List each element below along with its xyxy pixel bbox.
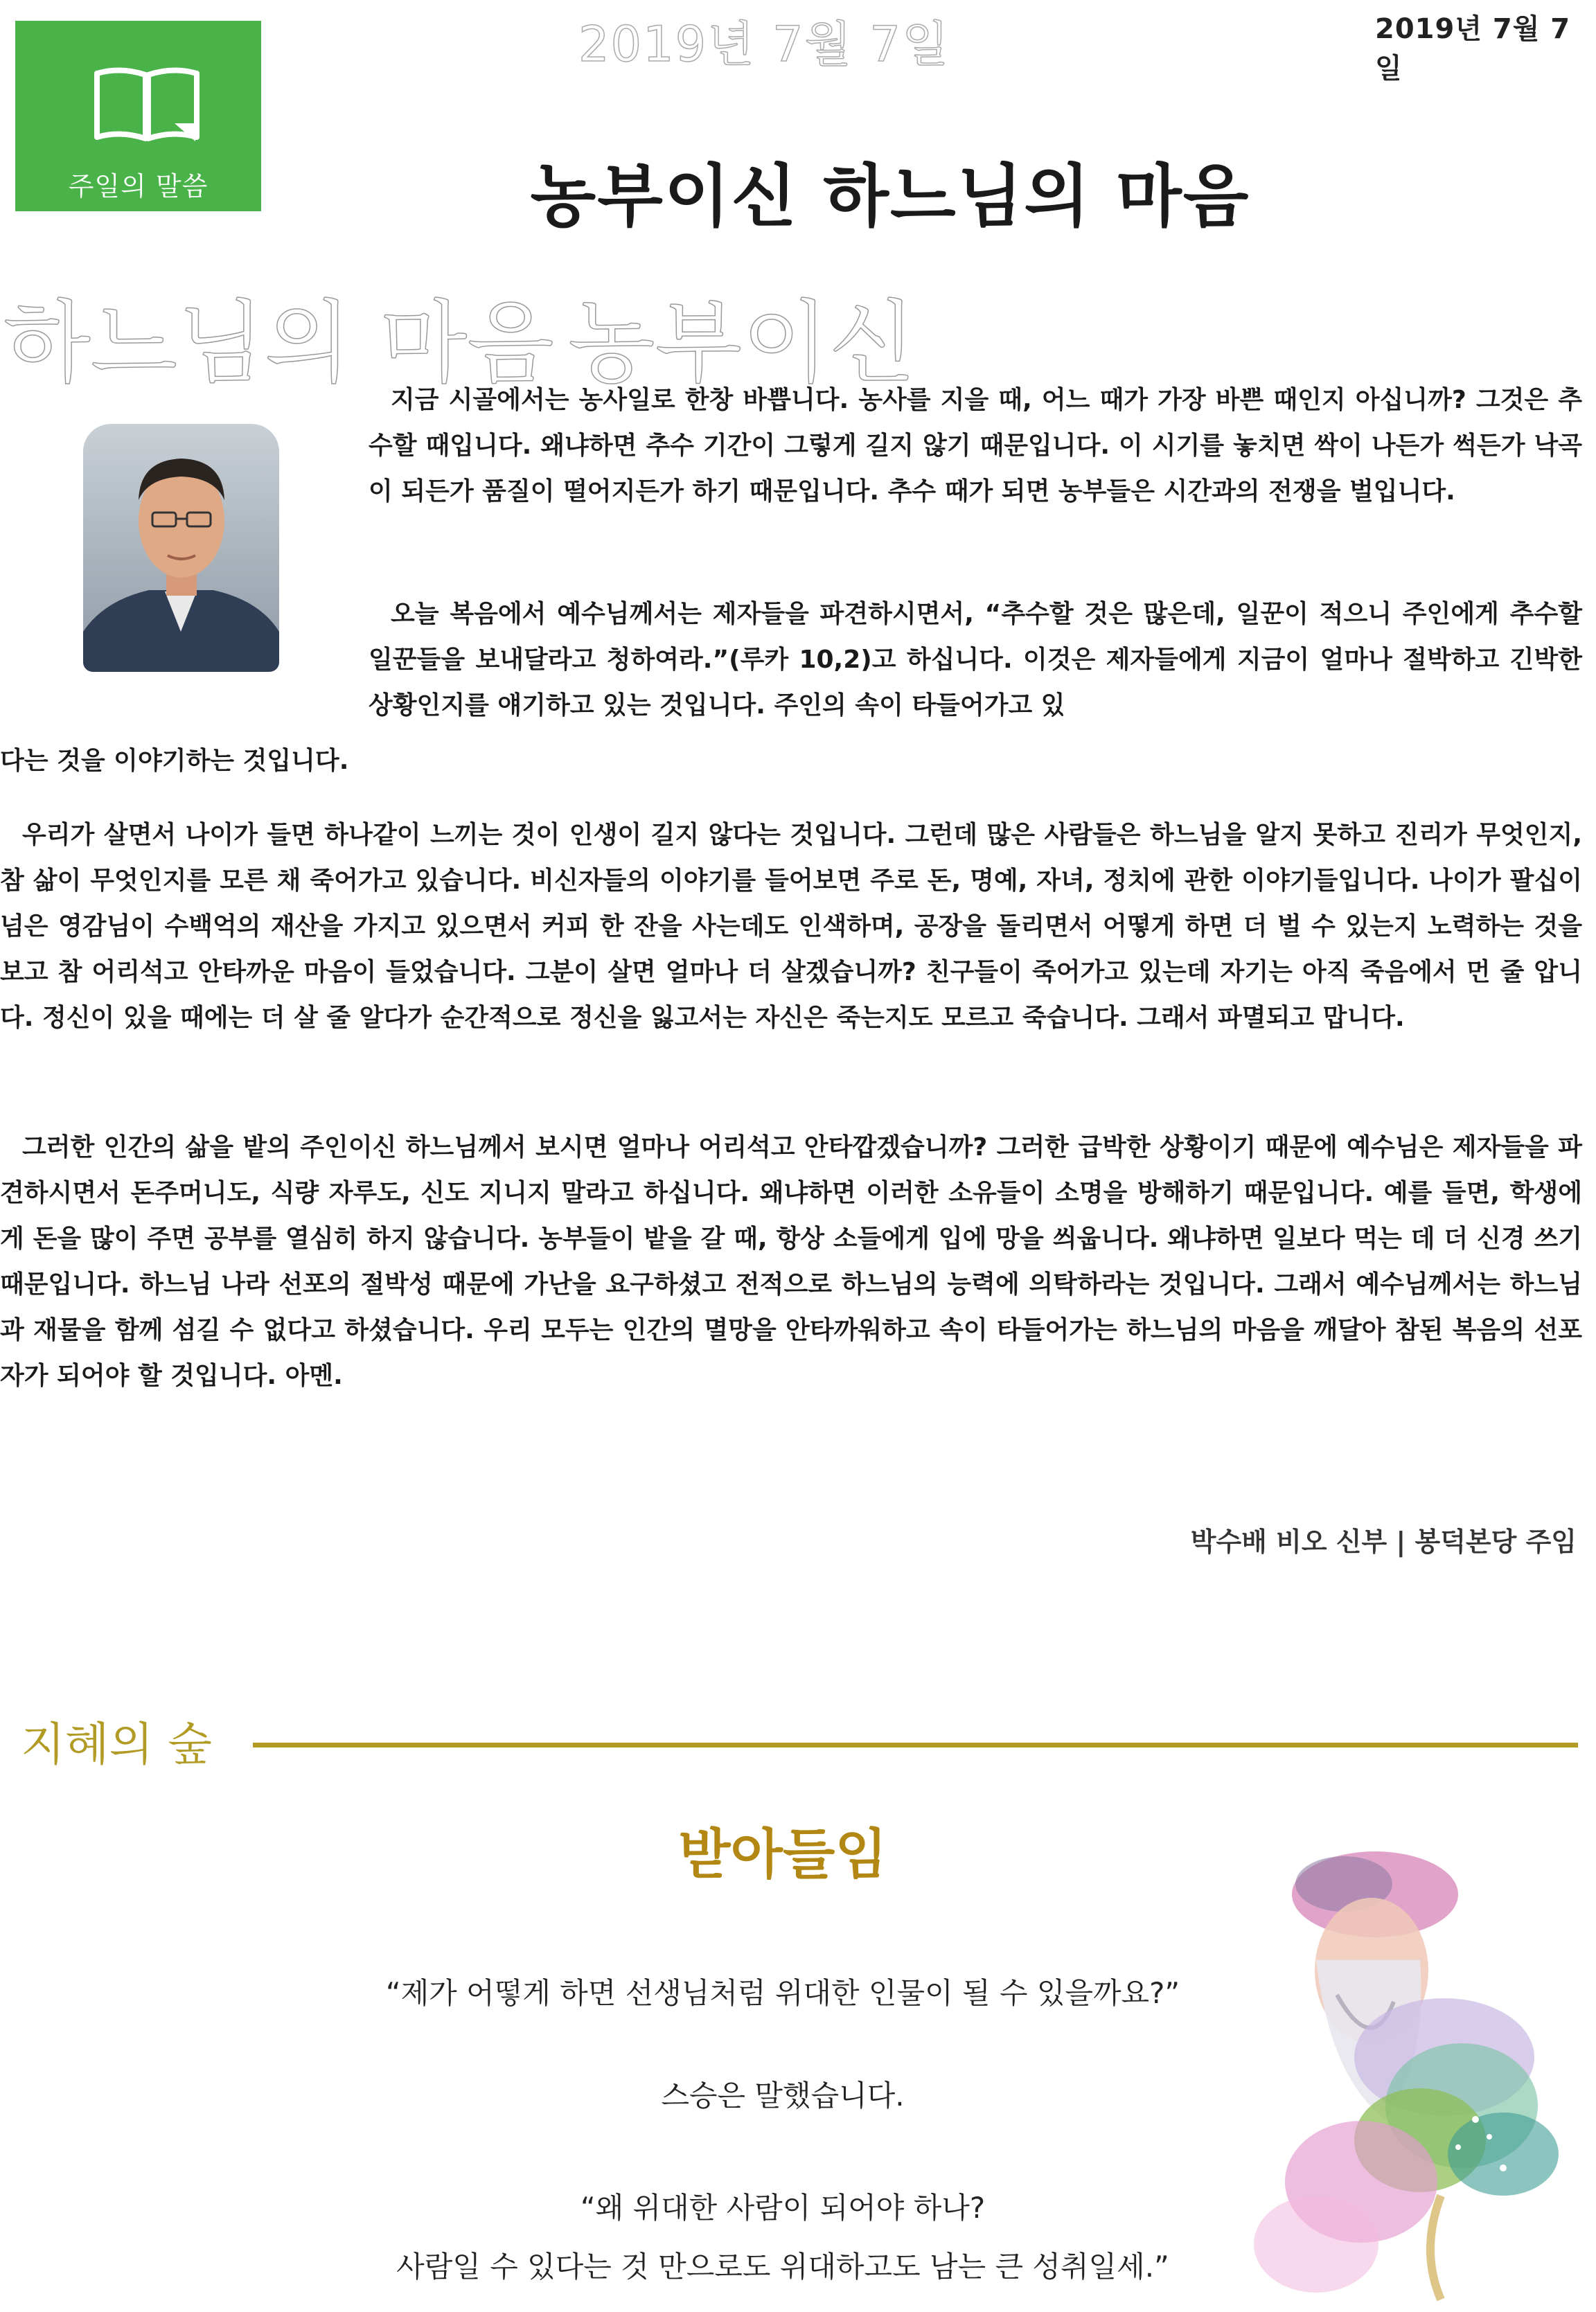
article-paragraph-3: 우리가 살면서 나이가 들면 하나같이 느끼는 것이 인생이 길지 않다는 것입니다. 그런데 많은 사람들은 하느님을 알지 못하고 진리가 무엇인지, 참 삶이 무엇인지를 모른 채 죽어가고 있습니다. 비신자들의 이야기를 들어보면 주로 돈, 명예, 자녀, 정치에 관한 이야기들입니다. 나이가 팔십이 넘은 영감님이 수백억의 재산을 가지고 있으면서 커피 한 잔을 사는데도 인색하며, 공장을 돌리면서 어떻게 하면 더 벌 수 있는지 노력하는 것을 보고 참 어리석고 안타까운 마음이 들었습니다. 그분이 살면 얼마나 더 살겠습니까? 친구들이 죽어가고 있는데 자기는 아직 죽음에서 먼 줄 압니다. 정신이 있을 때에는 더 살 줄 알다가 순간적으로 정신을 잃고서는 자신은 죽는지도 모르고 죽습니다. 그래서 파멸되고 맙니다.	[0, 821, 1582, 1032]
section-header: 지혜의 숲	[21, 1718, 213, 1771]
article-paragraph-4: 그러한 인간의 삶을 밭의 주인이신 하느님께서 보시면 얼마나 어리석고 안타깝겠습니까? 그러한 급박한 상황이기 때문에 예수님은 제자들을 파견하시면서 돈주머니도, 식량 자루도, 신도 지니지 말라고 하십니다. 왜냐하면 이러한 소유들이 소명을 방해하기 때문입니다. 예를 들면, 학생에게 돈을 많이 주면 공부를 열심히 하지 않습니다. 농부들이 밭을 갈 때, 항상 소들에게 입에 망을 씌웁니다. 왜냐하면 일보다 먹는 데 더 신경 쓰기 때문입니다. 하느님 나라 선포의 절박성 때문에 가난을 요구하셨고 전적으로 하느님의 능력에 의탁하라는 것입니다. 그래서 예수님께서는 하느님과 재물을 함께 섬길 수 없다고 하셨습니다. 우리 모두는 인간의 멸망을 안타까워하고 속이 타들어가는 하느님의 마음을 깨달아 참된 복음의 선포자가 되어야 할 것입니다. 아멘.	[0, 1133, 1582, 1390]
article-paragraph-1: 지금 시골에서는 농사일로 한창 바쁩니다. 농사를 지을 때, 어느 때가 가장 바쁜 때인지 아십니까? 그것은 추수할 때입니다. 왜냐하면 추수 기간이 그렇게 길지 않기 때문입니다. 이 시기를 놓치면 싹이 나든가 썩든가 낙곡이 되든가 품질이 떨어지든가 하기 때문입니다. 추수 때가 되면 농부들은 시간과의 전쟁을 벌입니다.	[369, 386, 1582, 506]
issue-date: 2019년 7월 7일	[1375, 13, 1571, 85]
badge-label: 주일의 말씀	[68, 171, 209, 202]
article-paragraph-2-tail: 다는 것을 이야기하는 것입니다.	[0, 747, 349, 775]
poem-title: 받아들임	[678, 1824, 887, 1886]
poem-line: 사람일 수 있다는 것 만으로도 위대하고도 남는 큰 성취일세.”	[396, 2250, 1169, 2284]
ghost-date-watermark: 2019년 7월 7일	[578, 16, 950, 73]
poem-line: 스승은 말했습니다.	[661, 2079, 905, 2113]
author-signature: 박수배 비오 신부 | 봉덕본당 주임	[1190, 1527, 1577, 1557]
section-divider	[253, 1743, 1578, 1748]
sage-watercolor-illustration	[1212, 1829, 1579, 2306]
open-book-icon	[91, 64, 202, 145]
poem-line: “제가 어떻게 하면 선생님처럼 위대한 인물이 될 수 있을까요?”	[385, 1976, 1180, 2010]
author-photo	[83, 424, 279, 672]
ghost-text-left: 하느님의 마음	[3, 290, 554, 395]
ghost-text-right: 농부이신	[568, 290, 916, 395]
poem-line: “왜 위대한 사람이 되어야 하나?	[580, 2191, 986, 2225]
page-title: 농부이신 하느님의 마음	[530, 157, 1250, 236]
article-paragraph-2: 오늘 복음에서 예수님께서는 제자들을 파견하시면서, “추수할 것은 많은데, 일꾼이 적으니 주인에게 추수할 일꾼들을 보내달라고 청하여라.”(루카 10,2)고 하십니다. 이것은 제자들에게 지금이 얼마나 절박하고 긴박한 상황인지를 얘기하고 있는 것입니다. 주인의 속이 타들어가고 있	[369, 600, 1582, 720]
